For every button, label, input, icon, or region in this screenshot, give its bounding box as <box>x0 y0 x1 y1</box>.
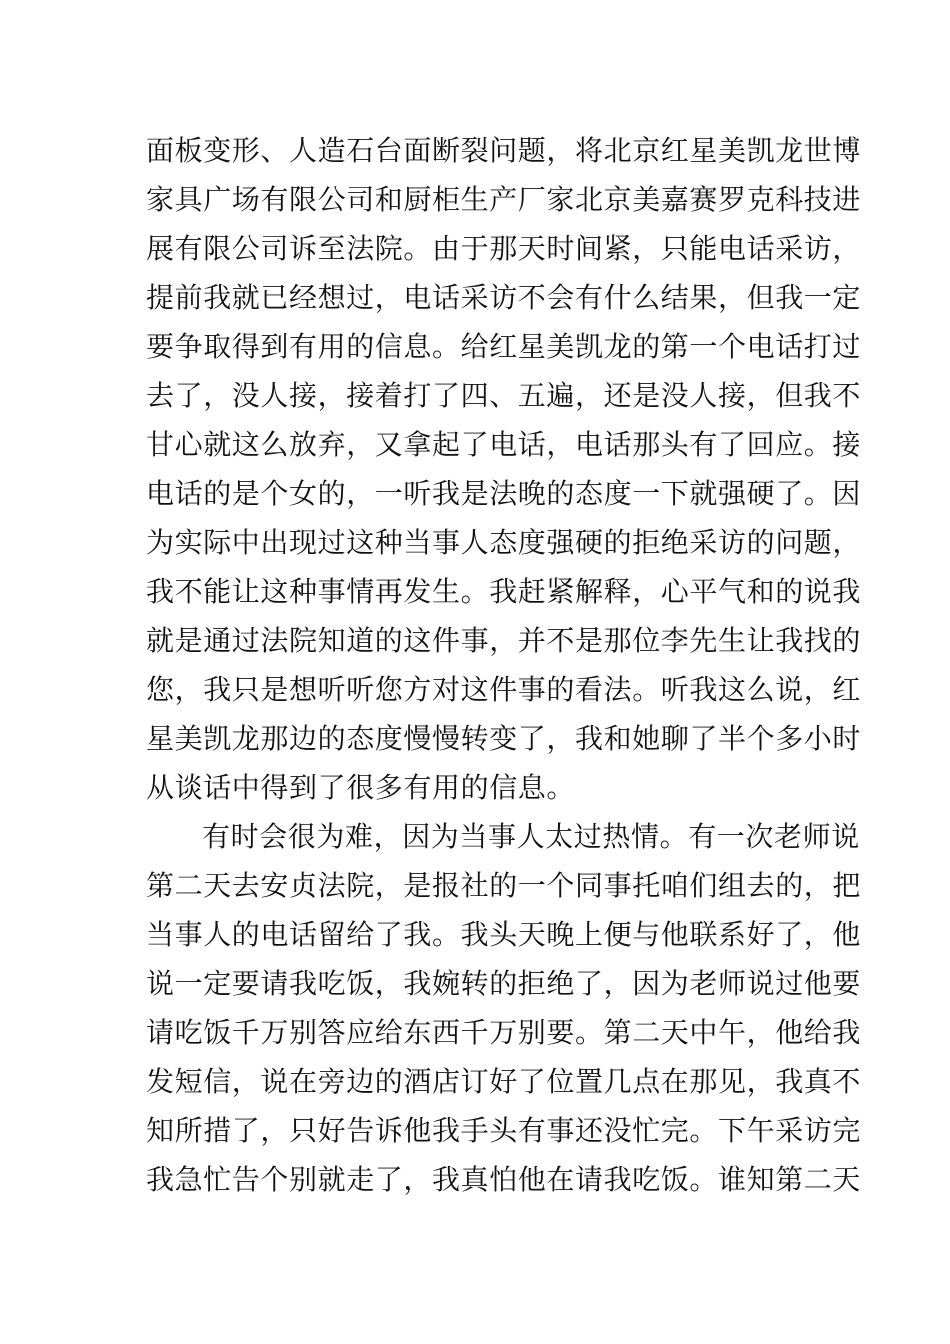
text-line: 发短信，说在旁边的酒店订好了位置几点在那见，我真不 <box>146 1065 862 1098</box>
text-line: 家具广场有限公司和厨柜生产厂家北京美嘉赛罗克科技进 <box>146 183 862 216</box>
text-line: 您，我只是想听听您方对这件事的看法。听我这么说，红 <box>146 673 862 706</box>
text-line: 甘心就这么放弃，又拿起了电话，电话那头有了回应。接 <box>146 428 862 461</box>
text-line: 展有限公司诉至法院。由于那天时间紧，只能电话采访， <box>146 232 862 265</box>
text-line: 请吃饭千万别答应给东西千万别要。第二天中午，他给我 <box>146 1016 862 1049</box>
paragraph-1 <box>146 126 862 812</box>
text-line: 我急忙告个别就走了，我真怕他在请我吃饭。谁知第二天 <box>146 1163 862 1196</box>
text-line: 当事人的电话留给了我。我头天晚上便与他联系好了，他 <box>146 918 862 951</box>
text-line: 就是通过法院知道的这件事，并不是那位李先生让我找的 <box>146 624 862 657</box>
text-line: 有时会很为难，因为当事人太过热情。有一次老师说 <box>202 820 860 853</box>
paragraph-2 <box>146 812 862 1204</box>
text-line: 要争取得到有用的信息。给红星美凯龙的第一个电话打过 <box>146 330 862 363</box>
text-line: 提前我就已经想过，电话采访不会有什么结果，但我一定 <box>146 281 862 314</box>
text-line: 面板变形、人造石台面断裂问题，将北京红星美凯龙世博 <box>146 134 862 167</box>
text-line: 去了，没人接，接着打了四、五遍，还是没人接，但我不 <box>146 379 862 412</box>
text-line: 说一定要请我吃饭，我婉转的拒绝了，因为老师说过他要 <box>146 967 862 1000</box>
text-line: 知所措了，只好告诉他我手头有事还没忙完。下午采访完 <box>146 1114 862 1147</box>
text-line: 为实际中出现过这种当事人态度强硬的拒绝采访的问题， <box>146 526 862 559</box>
text-line: 星美凯龙那边的态度慢慢转变了，我和她聊了半个多小时 <box>146 722 862 755</box>
text-line: 电话的是个女的，一听我是法晚的态度一下就强硬了。因 <box>146 477 862 510</box>
text-line: 我不能让这种事情再发生。我赶紧解释，心平气和的说我 <box>146 575 862 608</box>
text-line: 从谈话中得到了很多有用的信息。 <box>146 771 576 804</box>
body-text <box>146 126 862 1204</box>
text-line: 第二天去安贞法院，是报社的一个同事托咱们组去的，把 <box>146 869 862 902</box>
